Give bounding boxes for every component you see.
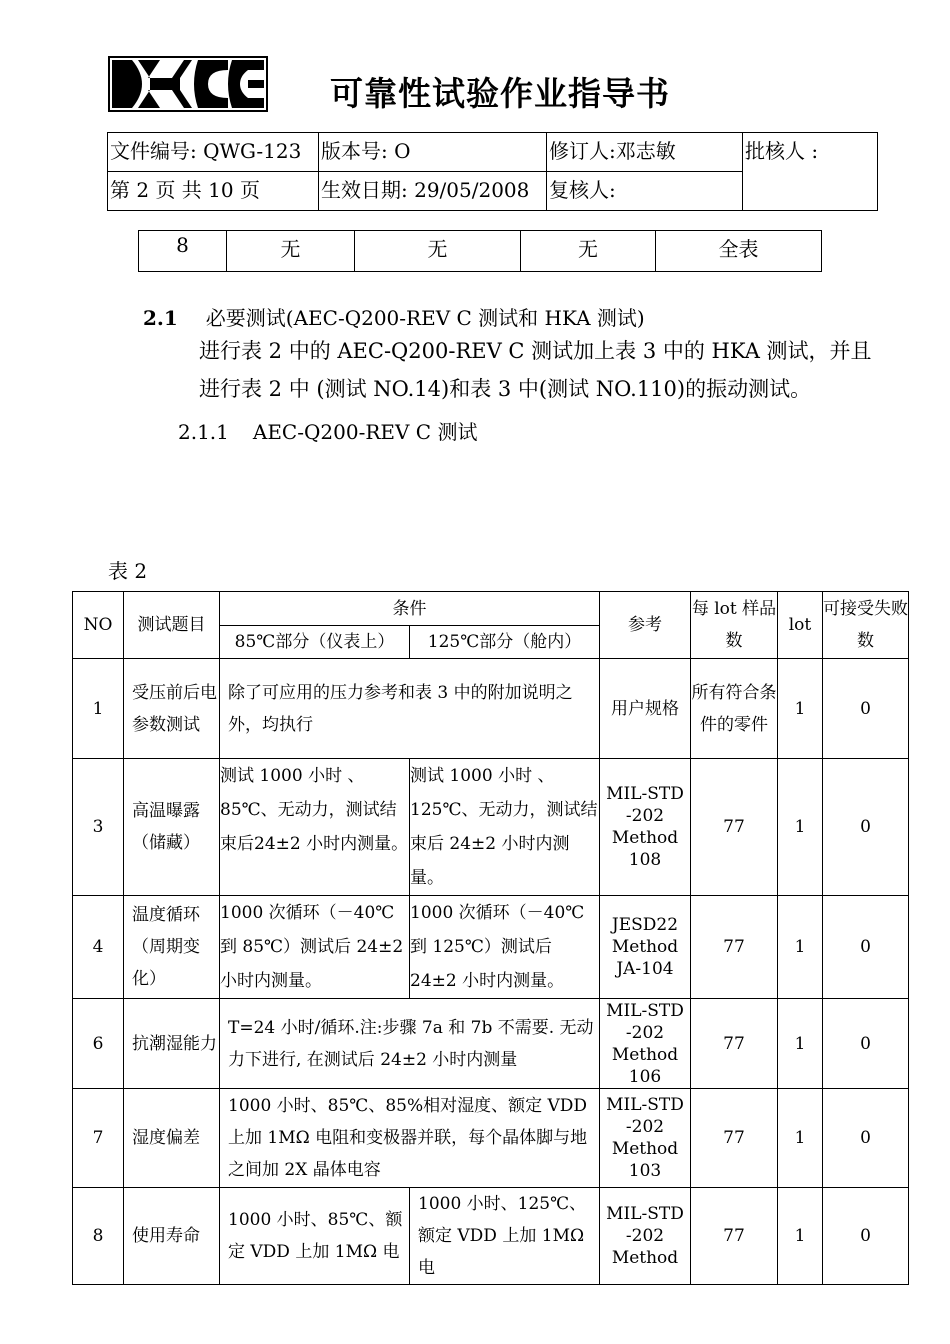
table-caption: 表 2 <box>108 559 148 583</box>
row-item: 抗潮湿能力 <box>124 999 220 1089</box>
row-cond-85: 1000 小时、85℃、额定 VDD 上加 1MΩ 电 <box>220 1188 410 1285</box>
header-cond-125: 125℃部分（舱内） <box>410 626 600 659</box>
page-count: 第 2 页 共 10 页 <box>108 172 319 211</box>
row-lot: 1 <box>778 1188 823 1285</box>
row-item: 使用寿命 <box>124 1188 220 1285</box>
row-samples: 77 <box>691 759 778 896</box>
row-samples: 77 <box>691 1188 778 1285</box>
row-condition: T=24 小时/循环.注:步骤 7a 和 7b 不需要. 无动力下进行, 在测试后 24±2 小时内测量 <box>220 999 600 1089</box>
document-title: 可靠性试验作业指导书 <box>330 74 670 113</box>
doc-number: 文件编号: QWG-123 <box>108 133 319 172</box>
section-body-line: 进行表 2 中的 AEC-Q200-REV C 测试加上表 3 中的 HKA 测试，并且 <box>199 339 872 363</box>
row-cond-125: 1000 小时、125℃、额定 VDD 上加 1MΩ 电 <box>410 1188 600 1285</box>
row-accept: 0 <box>823 1188 909 1285</box>
row-item: 湿度偏差 <box>124 1089 220 1188</box>
row-accept: 0 <box>823 1089 909 1188</box>
row-condition: 除了可应用的压力参考和表 3 中的附加说明之外，均执行 <box>220 659 600 759</box>
row-samples: 所有符合条件的零件 <box>691 659 778 759</box>
row-no: 1 <box>73 659 124 759</box>
row-item: 高温曝露（储藏） <box>124 759 220 896</box>
previous-table-fragment <box>138 230 822 272</box>
row-reference: 用户规格 <box>600 659 691 759</box>
header-lot: lot <box>778 592 823 659</box>
section-title: AEC-Q200-REV C 测试 <box>252 420 478 444</box>
table-row <box>73 659 909 759</box>
row-cond-85: 1000 次循环（－40℃ 到 85℃）测试后 24±2 小时内测量。 <box>220 896 410 999</box>
header-samples: 每 lot 样品数 <box>691 592 778 659</box>
row-reference: MIL-STD -202 Method <box>600 1188 691 1285</box>
checker: 复核人: <box>547 172 743 211</box>
row-samples: 77 <box>691 1089 778 1188</box>
section-2-1-heading <box>143 302 645 331</box>
row-cond-85: 测试 1000 小时 、85℃、无动力，测试结束后24±2 小时内测量。 <box>220 759 410 896</box>
row-accept: 0 <box>823 999 909 1089</box>
table-cell: 无 <box>227 231 355 272</box>
row-item: 受压前后电参数测试 <box>124 659 220 759</box>
header-cond-85: 85℃部分（仪表上） <box>220 626 410 659</box>
row-reference: MIL-STD -202 Method 106 <box>600 999 691 1089</box>
section-body-line: 进行表 2 中 (测试 NO.14)和表 3 中(测试 NO.110)的振动测试。 <box>199 377 812 401</box>
test-table <box>72 591 909 1285</box>
version-number: 版本号: O <box>319 133 547 172</box>
approver: 批核人 : <box>743 133 878 211</box>
company-logo <box>108 56 268 112</box>
section-number: 2.1.1 <box>178 420 229 444</box>
row-samples: 77 <box>691 896 778 999</box>
row-no: 8 <box>73 1188 124 1285</box>
row-lot: 1 <box>778 659 823 759</box>
table-header-row <box>73 592 909 626</box>
effective-date: 生效日期: 29/05/2008 <box>319 172 547 211</box>
table-row <box>73 896 909 999</box>
table-cell: 全表 <box>656 231 822 272</box>
row-no: 3 <box>73 759 124 896</box>
row-cond-125: 测试 1000 小时 、125℃、无动力，测试结束后 24±2 小时内测量。 <box>410 759 600 896</box>
header-info-table <box>107 132 878 211</box>
row-no: 6 <box>73 999 124 1089</box>
row-no: 4 <box>73 896 124 999</box>
row-reference: JESD22 Method JA-104 <box>600 896 691 999</box>
table-row <box>73 759 909 896</box>
table-cell: 无 <box>521 231 656 272</box>
reviser: 修订人:邓志敏 <box>547 133 743 172</box>
section-title: 必要测试(AEC-Q200-REV C 测试和 HKA 测试) <box>205 306 645 330</box>
header-accept: 可接受失败数 <box>823 592 909 659</box>
header-no: NO <box>73 592 124 659</box>
row-samples: 77 <box>691 999 778 1089</box>
section-number: 2.1 <box>143 306 178 330</box>
table-row <box>73 1188 909 1285</box>
header-item: 测试题目 <box>124 592 220 659</box>
table-row <box>73 999 909 1089</box>
row-condition: 1000 小时、85℃、85%相对湿度、额定 VDD 上加 1MΩ 电阻和变极器并联，每个晶体脚与地之间加 2X 晶体电容 <box>220 1089 600 1188</box>
row-lot: 1 <box>778 896 823 999</box>
table-row <box>73 1089 909 1188</box>
row-accept: 0 <box>823 659 909 759</box>
table-row <box>139 231 822 272</box>
header-condition: 条件 <box>220 592 600 626</box>
row-reference: MIL-STD -202 Method 108 <box>600 759 691 896</box>
row-cond-125: 1000 次循环（－40℃到 125℃）测试后 24±2 小时内测量。 <box>410 896 600 999</box>
row-item: 温度循环（周期变化） <box>124 896 220 999</box>
section-2-1-1-heading <box>178 416 477 445</box>
row-reference: MIL-STD -202 Method 103 <box>600 1089 691 1188</box>
table-cell: 无 <box>355 231 521 272</box>
row-lot: 1 <box>778 759 823 896</box>
header-reference: 参考 <box>600 592 691 659</box>
table-cell: 8 <box>139 231 227 272</box>
row-accept: 0 <box>823 896 909 999</box>
row-lot: 1 <box>778 999 823 1089</box>
row-lot: 1 <box>778 1089 823 1188</box>
row-no: 7 <box>73 1089 124 1188</box>
row-accept: 0 <box>823 759 909 896</box>
